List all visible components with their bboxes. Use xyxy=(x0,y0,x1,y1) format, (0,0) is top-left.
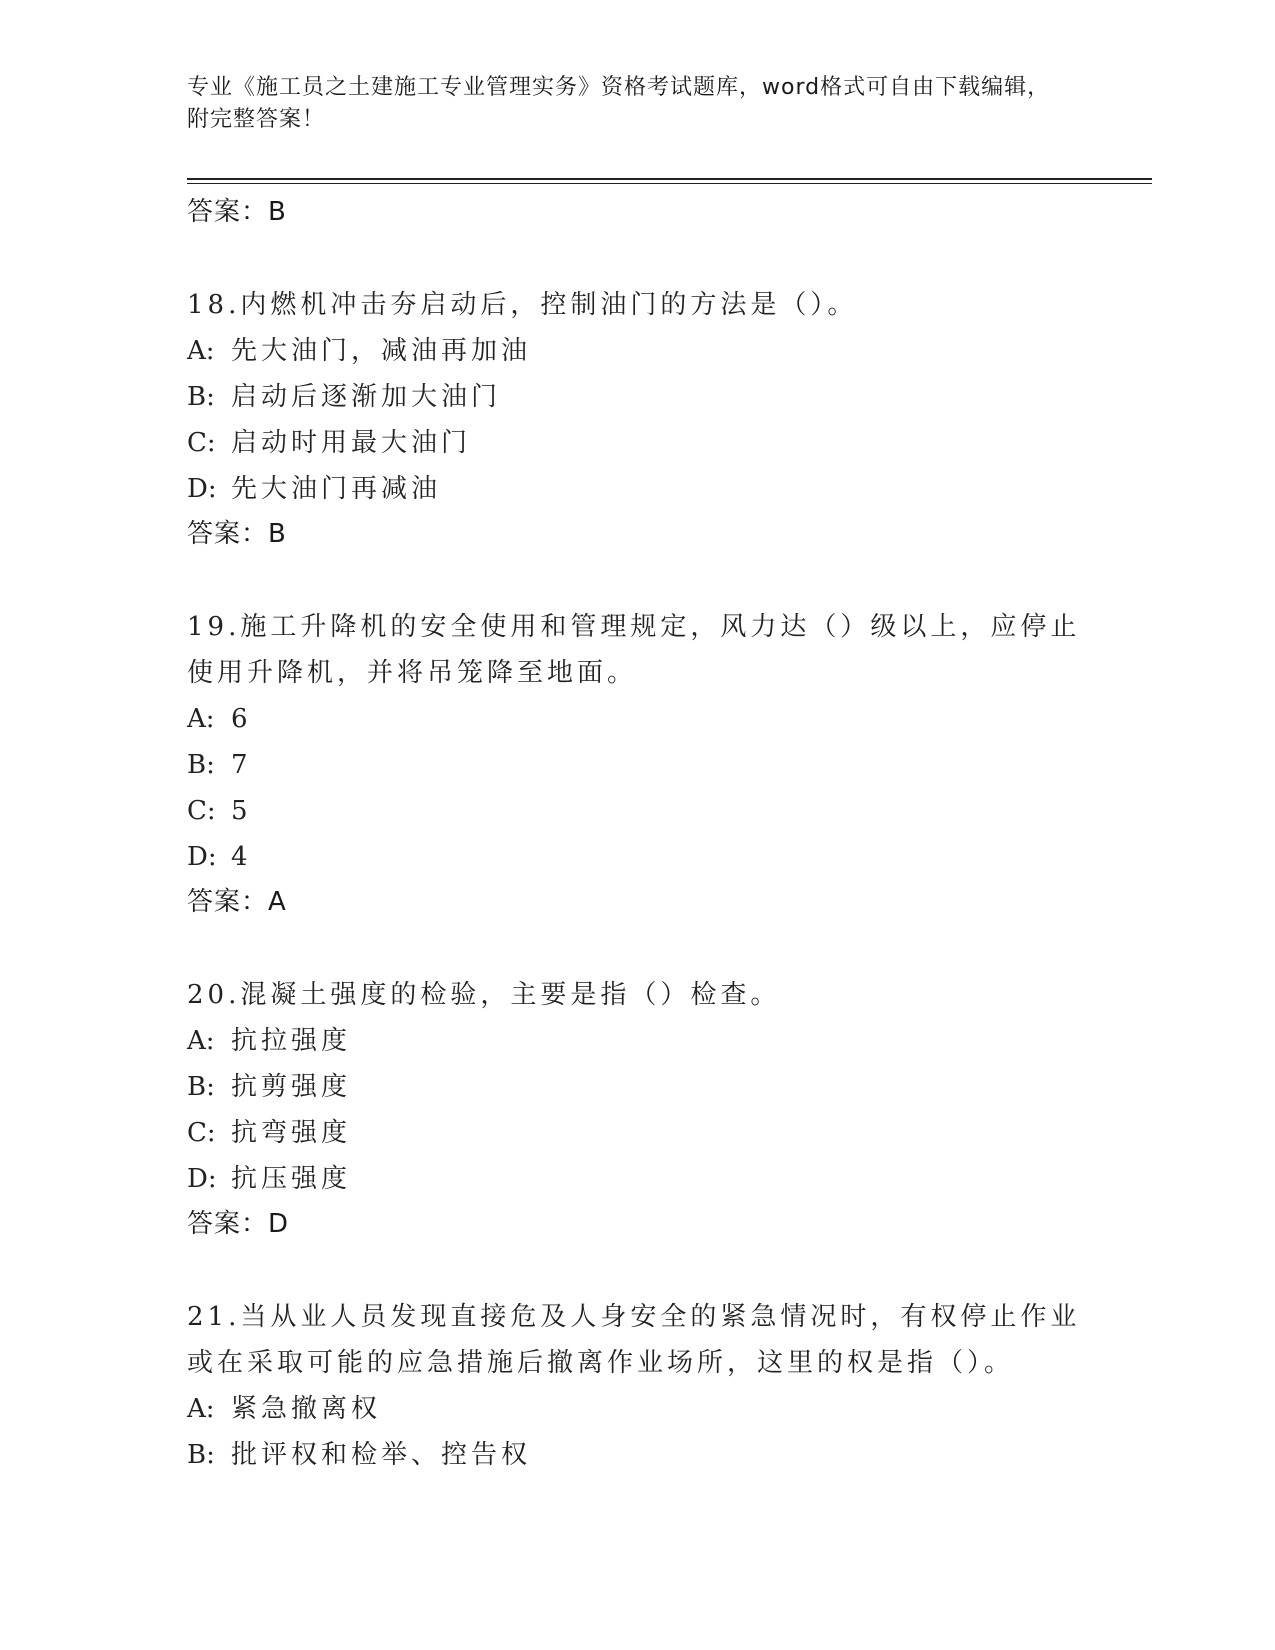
option-label: A: xyxy=(187,1394,215,1424)
option-text: 5 xyxy=(231,796,252,826)
option-text: 抗压强度 xyxy=(231,1164,352,1194)
option-text: 紧急撤离权 xyxy=(231,1394,382,1424)
option-text: 6 xyxy=(231,704,252,734)
option-label: C: xyxy=(187,428,216,458)
option-c xyxy=(187,788,1087,834)
option-text: 抗拉强度 xyxy=(231,1026,352,1056)
option-label: A: xyxy=(187,1026,215,1056)
option-label: D: xyxy=(187,842,217,872)
option-label: D: xyxy=(187,474,217,504)
option-d xyxy=(187,466,1087,512)
header-divider xyxy=(187,178,1152,180)
option-text: 抗剪强度 xyxy=(231,1072,352,1102)
question-stem: 18.内燃机冲击夯启动后，控制油门的方法是（）。 xyxy=(187,290,858,320)
answer-line: 答案：A xyxy=(187,887,287,917)
option-text: 先大油门再减油 xyxy=(231,474,442,504)
option-label: A: xyxy=(187,336,215,366)
option-b xyxy=(187,1432,1087,1478)
option-label: B: xyxy=(187,1072,215,1102)
document-header xyxy=(187,72,1067,136)
option-a xyxy=(187,328,1087,374)
option-text: 批评权和检举、控告权 xyxy=(231,1440,532,1470)
option-label: C: xyxy=(187,1118,216,1148)
option-text: 抗弯强度 xyxy=(231,1118,352,1148)
question-stem: 19.施工升降机的安全使用和管理规定，风力达（）级以上，应停止使用升降机，并将吊笼降至地面。 xyxy=(187,612,1081,688)
answer-line: 答案：B xyxy=(187,197,287,227)
option-d xyxy=(187,834,1087,880)
question-item xyxy=(187,604,1087,924)
option-b xyxy=(187,1064,1087,1110)
option-text: 启动后逐渐加大油门 xyxy=(231,382,502,412)
question-item xyxy=(187,972,1087,1246)
option-c xyxy=(187,1110,1087,1156)
option-b xyxy=(187,742,1087,788)
question-stem: 21.当从业人员发现直接危及人身安全的紧急情况时，有权停止作业或在采取可能的应急措施后撤离作业场所，这里的权是指（）。 xyxy=(187,1302,1081,1378)
option-text: 启动时用最大油门 xyxy=(231,428,472,458)
answer-line: 答案：B xyxy=(187,519,287,549)
option-a xyxy=(187,696,1087,742)
option-label: B: xyxy=(187,750,215,780)
option-d xyxy=(187,1156,1087,1202)
option-text: 7 xyxy=(231,750,252,780)
option-a xyxy=(187,1386,1087,1432)
option-label: A: xyxy=(187,704,215,734)
header-title: 专业《施工员之土建施工专业管理实务》资格考试题库，word格式可自由下载编辑，附完整答案！ xyxy=(187,75,1051,132)
option-a xyxy=(187,1018,1087,1064)
option-b xyxy=(187,374,1087,420)
option-text: 4 xyxy=(231,842,252,872)
question-item xyxy=(187,282,1087,556)
question-item xyxy=(187,1294,1087,1478)
option-label: B: xyxy=(187,382,215,412)
question-list xyxy=(187,190,1087,1478)
option-text: 先大油门，减油再加油 xyxy=(231,336,532,366)
question-stem: 20.混凝土强度的检验，主要是指（）检查。 xyxy=(187,980,781,1010)
header-divider-thin xyxy=(187,183,1152,184)
answer-line: 答案：D xyxy=(187,1209,290,1239)
option-label: D: xyxy=(187,1164,217,1194)
option-label: C: xyxy=(187,796,216,826)
option-label: B: xyxy=(187,1440,215,1470)
option-c xyxy=(187,420,1087,466)
